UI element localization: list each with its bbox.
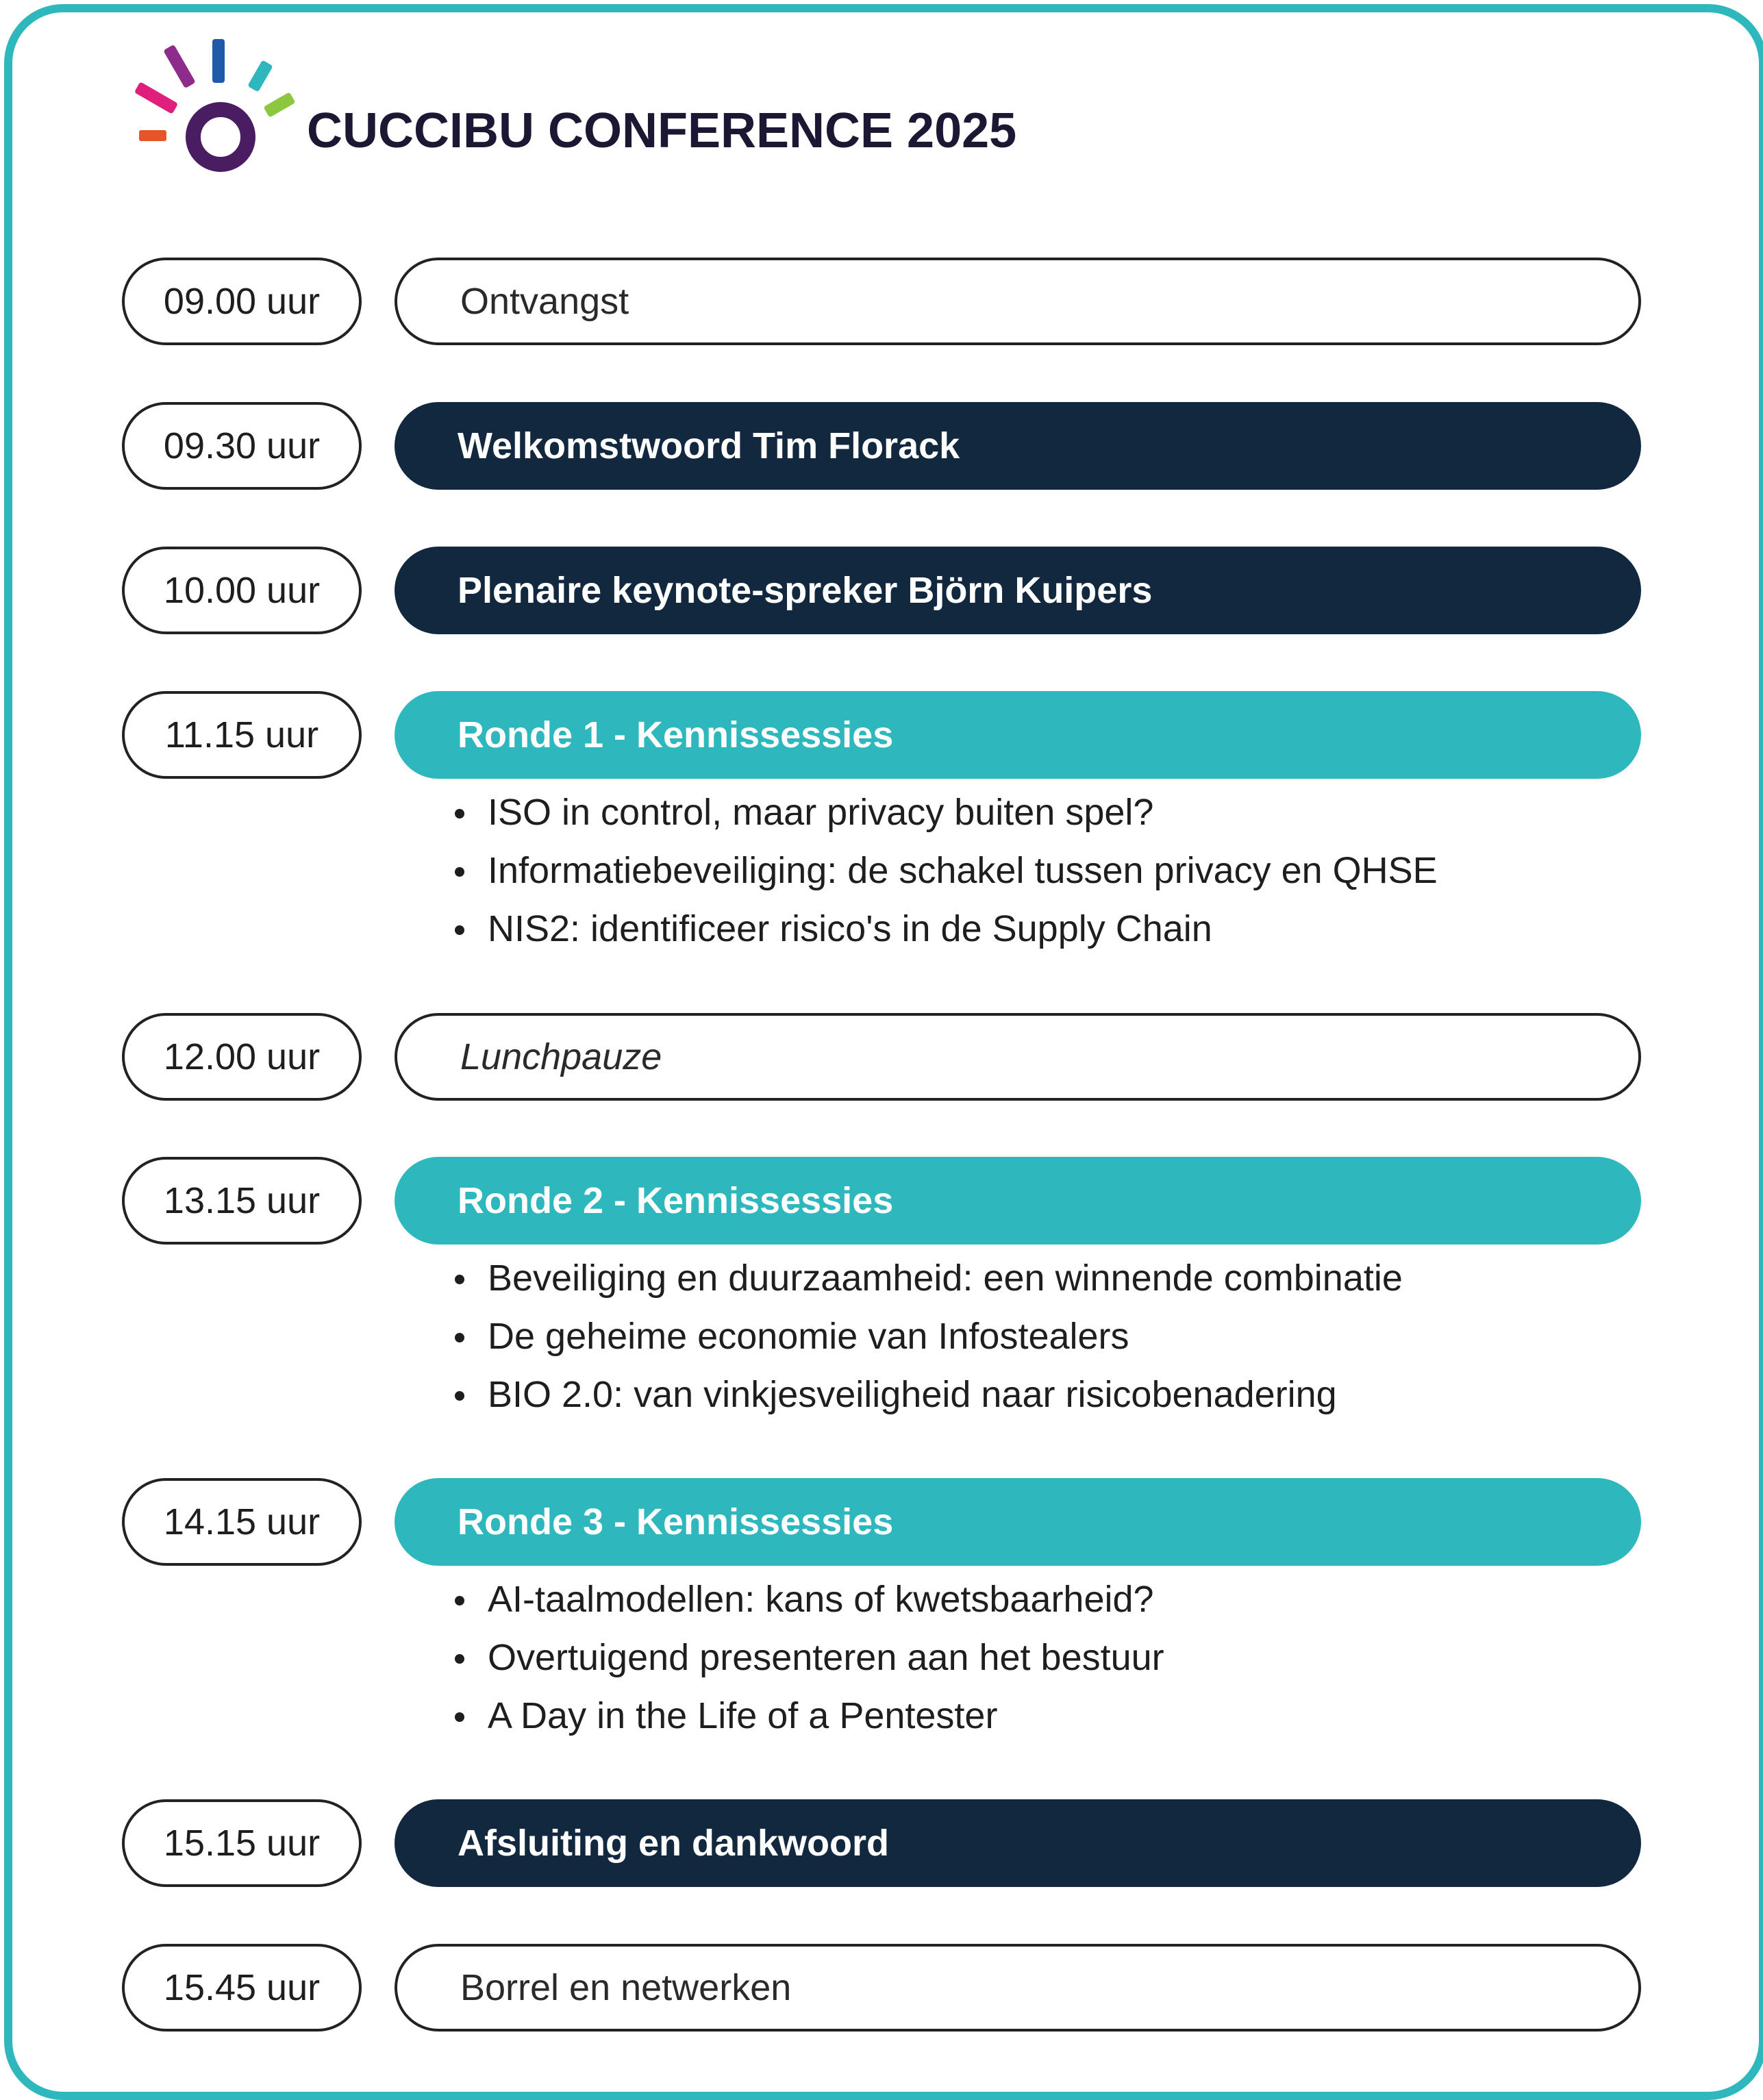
schedule-row bbox=[122, 1013, 1641, 1101]
event-pill: Ronde 3 - Kennissessies bbox=[395, 1478, 1641, 1566]
schedule-row bbox=[122, 402, 1641, 490]
session-list bbox=[452, 1249, 1403, 1424]
time-pill: 10.00 uur bbox=[122, 547, 362, 634]
event-pill: Ronde 1 - Kennissessies bbox=[395, 691, 1641, 779]
time-pill: 15.45 uur bbox=[122, 1944, 362, 2032]
schedule-row bbox=[122, 1799, 1641, 1887]
time-pill: 09.00 uur bbox=[122, 258, 362, 345]
conference-title: CUCCIBU CONFERENCE 2025 bbox=[307, 103, 1017, 158]
time-pill: 14.15 uur bbox=[122, 1478, 362, 1566]
event-pill: Plenaire keynote-spreker Björn Kuipers bbox=[395, 547, 1641, 634]
schedule-row bbox=[122, 1478, 1641, 1566]
session-list bbox=[452, 784, 1438, 958]
schedule-row bbox=[122, 1157, 1641, 1245]
session-item: ISO in control, maar privacy buiten spel? bbox=[452, 784, 1438, 842]
session-item: AI-taalmodellen: kans of kwetsbaarheid? bbox=[452, 1571, 1164, 1629]
header bbox=[130, 36, 1089, 179]
event-pill: Afsluiting en dankwoord bbox=[395, 1799, 1641, 1887]
schedule-row bbox=[122, 691, 1641, 779]
schedule-row bbox=[122, 258, 1641, 345]
event-pill: Ronde 2 - Kennissessies bbox=[395, 1157, 1641, 1245]
time-pill: 12.00 uur bbox=[122, 1013, 362, 1101]
time-pill: 09.30 uur bbox=[122, 402, 362, 490]
schedule-row bbox=[122, 547, 1641, 634]
session-item: BIO 2.0: van vinkjesveiligheid naar risicobenadering bbox=[452, 1366, 1403, 1424]
session-item: NIS2: identificeer risico's in de Supply Chain bbox=[452, 900, 1438, 958]
schedule-row bbox=[122, 1944, 1641, 2032]
event-pill: Welkomstwoord Tim Florack bbox=[395, 402, 1641, 490]
event-pill: Borrel en netwerken bbox=[395, 1944, 1641, 2032]
event-pill: Lunchpauze bbox=[395, 1013, 1641, 1101]
session-item: A Day in the Life of a Pentester bbox=[452, 1687, 1164, 1745]
cuccibu-logo-icon bbox=[130, 36, 295, 179]
session-item: De geheime economie van Infostealers bbox=[452, 1308, 1403, 1366]
time-pill: 15.15 uur bbox=[122, 1799, 362, 1887]
session-list bbox=[452, 1571, 1164, 1745]
session-item: Beveiliging en duurzaamheid: een winnende combinatie bbox=[452, 1249, 1403, 1308]
time-pill: 11.15 uur bbox=[122, 691, 362, 779]
session-item: Overtuigend presenteren aan het bestuur bbox=[452, 1629, 1164, 1687]
time-pill: 13.15 uur bbox=[122, 1157, 362, 1245]
session-item: Informatiebeveiliging: de schakel tussen privacy en QHSE bbox=[452, 842, 1438, 900]
event-pill: Ontvangst bbox=[395, 258, 1641, 345]
